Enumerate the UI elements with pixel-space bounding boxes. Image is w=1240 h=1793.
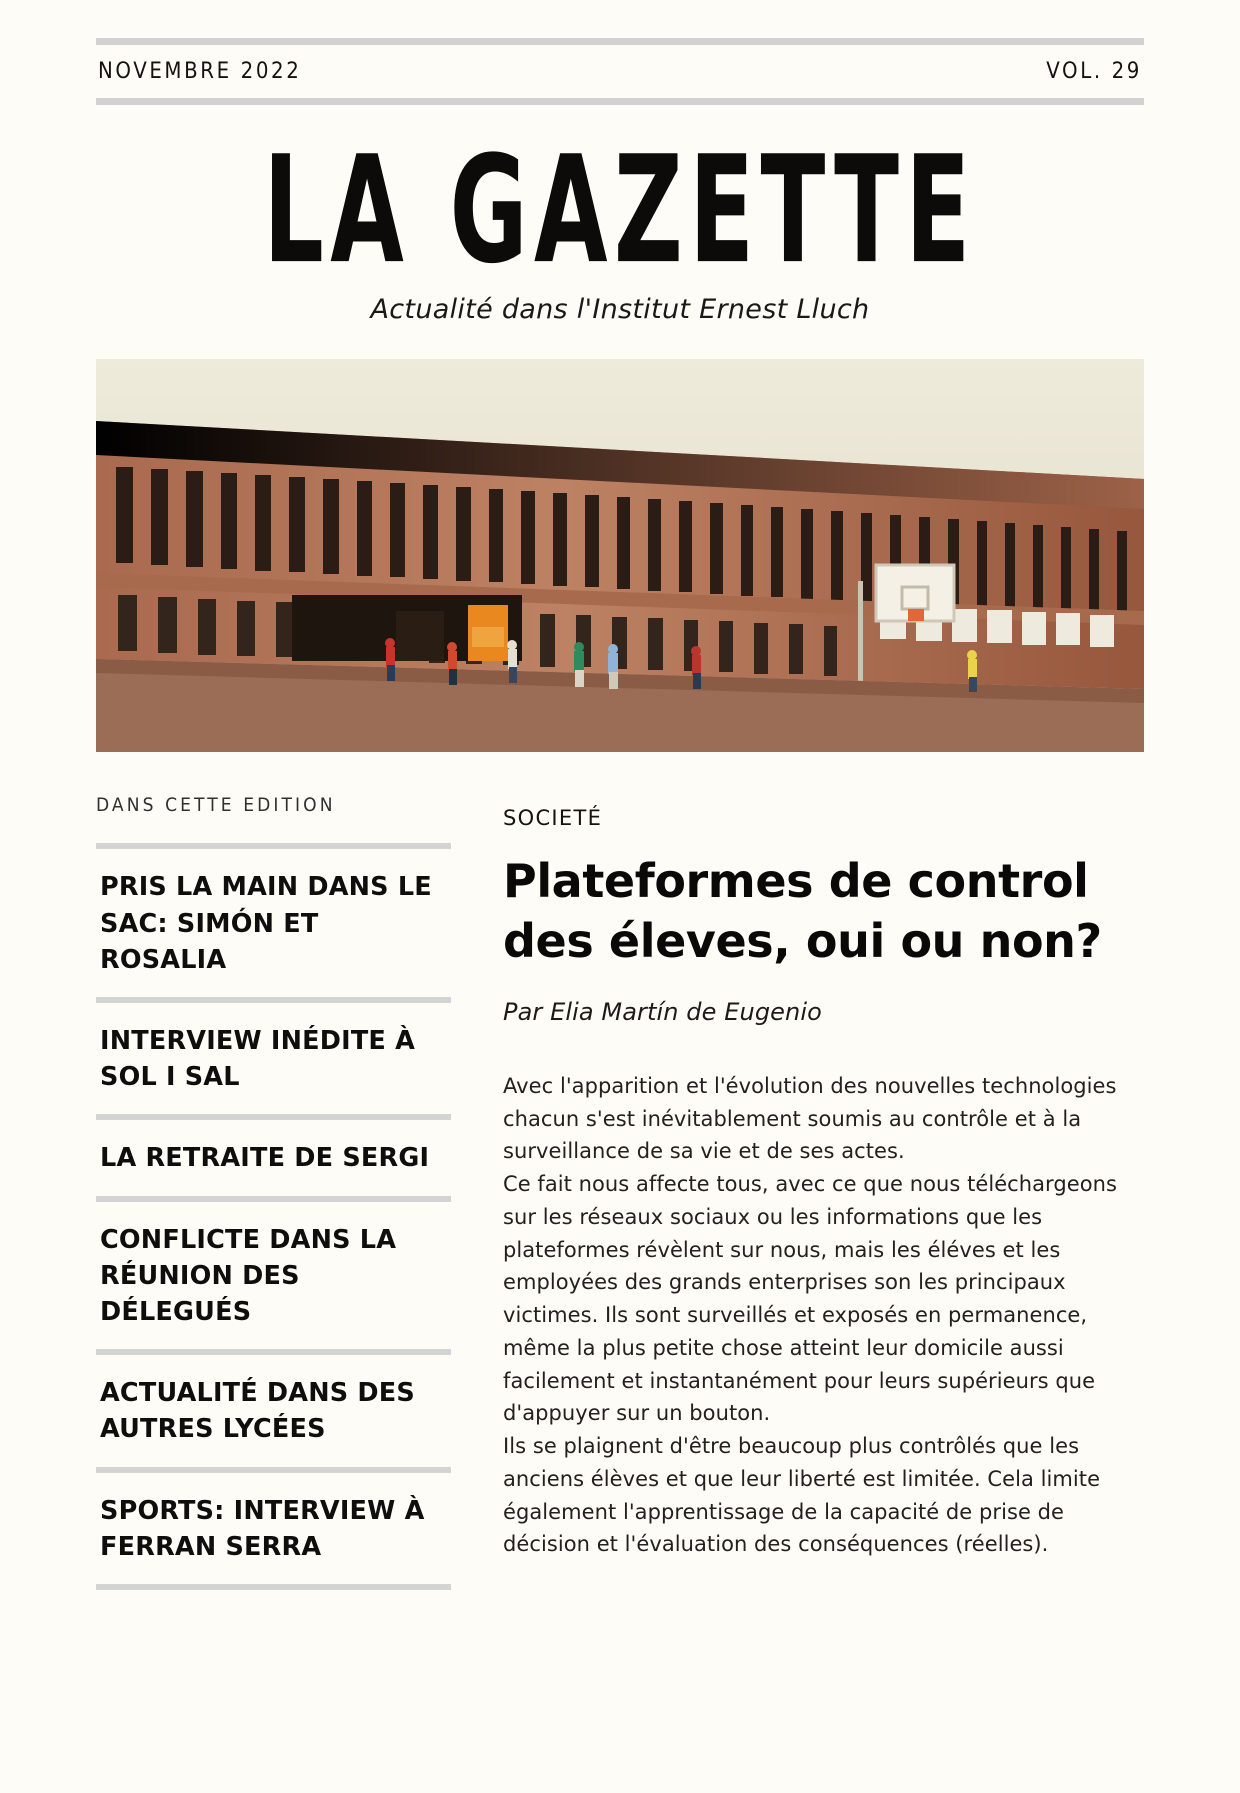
header-bar [96, 45, 1144, 98]
masthead-title: LA GAZETTE [263, 124, 977, 297]
article-paragraph-2: Ils se plaignent d'être beaucoup plus contrôlés que les anciens élèves et que leur liberté est limitée. Cela limite également l'apprentissage de la capacité de prise de décision et l'évaluation des conséquences (réelles). [503, 1434, 1101, 1557]
sidebar-item-4[interactable]: ACTUALITÉ DANS DES AUTRES LYCÉES [100, 1378, 415, 1445]
lead-article [503, 794, 1144, 1590]
content-columns [96, 794, 1144, 1590]
sidebar-divider [96, 1584, 451, 1590]
sidebar-item-2[interactable]: LA RETRAITE DE SERGI [100, 1143, 430, 1174]
sidebar-label: DANS CETTE EDITION [96, 794, 336, 817]
masthead [96, 124, 1144, 326]
article-paragraph-0: Avec l'apparition et l'évolution des nouvelles technologies chacun s'est inévitablement soumis au contrôle et à la surveillance de sa vie et de ses actes. [503, 1073, 1117, 1164]
volume-number: VOL. 29 [1046, 59, 1142, 84]
sidebar-item-0[interactable]: PRIS LA MAIN DANS LE SAC: SIMÓN ET ROSALIA [100, 872, 432, 975]
sidebar-item-5[interactable]: SPORTS: INTERVIEW À FERRAN SERRA [100, 1495, 425, 1562]
newspaper-page [0, 38, 1240, 1793]
header-rule-top [96, 38, 1144, 45]
article-paragraph-1: Ce fait nous affecte tous, avec ce que nous téléchargeons sur les réseaux sociaux ou les informations que les plateformes révèlent sur nous, mais les éléves et les employées des grands enterprises son les principaux victimes. Ils sont surveillés et exposés en permanence, même la plus petite chose atteint leur domicile aussi facilement et instantanément pour leurs supérieurs que d'appuyer sur un bouton. [503, 1172, 1117, 1426]
index-sidebar [96, 794, 451, 1590]
article-byline: Par Elia Martín de Eugenio [503, 997, 822, 1026]
article-headline: Plateformes de control des éleves, oui ou non? [503, 854, 1102, 969]
article-category: SOCIETÉ [503, 806, 603, 831]
masthead-tagline: Actualité dans l'Institut Ernest Lluch [370, 294, 870, 326]
header-rule-bottom [96, 98, 1144, 105]
article-body [503, 1070, 1144, 1561]
sidebar-item-1[interactable]: INTERVIEW INÉDITE À SOL I SAL [100, 1025, 416, 1093]
issue-date: NOVEMBRE 2022 [98, 59, 302, 84]
hero-illustration [96, 359, 1144, 752]
sidebar-item-3[interactable]: CONFLICTE DANS LA RÉUNION DES DÉLEGUÉS [100, 1224, 397, 1327]
hero-image [96, 359, 1144, 752]
